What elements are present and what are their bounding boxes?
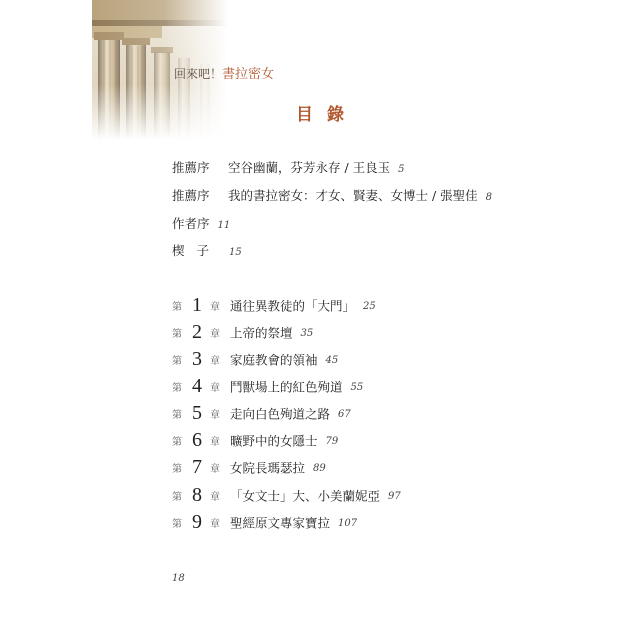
chapter-prefix: 第 — [172, 383, 182, 394]
chapter-number: 1 — [192, 294, 202, 316]
chapter-entry[interactable] — [172, 375, 363, 397]
running-title-main: 書拉密女 — [222, 67, 275, 82]
chapter-number: 4 — [192, 375, 202, 397]
chapter-suffix: 章 — [210, 383, 220, 394]
chapter-prefix: 第 — [172, 437, 182, 448]
chapter-title: 曠野中的女隱士 — [230, 433, 318, 449]
chapter-suffix: 章 — [210, 519, 220, 530]
front-matter-item[interactable] — [172, 241, 242, 259]
chapter-prefix: 第 — [172, 329, 182, 340]
page-number: 89 — [313, 463, 326, 474]
page-number: 11 — [217, 220, 231, 231]
chapter-entry[interactable] — [172, 402, 351, 424]
chapter-title: 通往異教徒的「大門」 — [230, 298, 356, 314]
chapter-title: 走向白色殉道之路 — [230, 406, 331, 422]
chapter-entry[interactable] — [172, 511, 357, 533]
chapter-number: 2 — [192, 321, 202, 343]
chapter-title: 上帝的祭壇 — [230, 325, 293, 341]
toc-heading: 目錄 — [296, 105, 358, 125]
chapter-entry[interactable] — [172, 484, 401, 506]
chapter-number: 7 — [192, 456, 202, 478]
front-matter-title: 空谷幽蘭，芬芳永存 / 王良玉 — [228, 160, 391, 175]
chapter-entry[interactable] — [172, 456, 326, 478]
chapter-title: 家庭教會的領袖 — [230, 352, 318, 368]
front-matter-item[interactable] — [172, 158, 405, 176]
chapter-prefix: 第 — [172, 492, 182, 503]
page-number: 79 — [325, 436, 339, 447]
front-matter-label: 作者序 — [172, 216, 210, 231]
chapter-suffix: 章 — [210, 492, 220, 503]
chapter-suffix: 章 — [210, 464, 220, 475]
chapter-entry[interactable] — [172, 429, 338, 451]
front-matter-label: 楔子 — [172, 243, 222, 258]
chapter-entry[interactable] — [172, 294, 376, 316]
chapter-number: 3 — [192, 348, 202, 370]
chapter-suffix: 章 — [210, 302, 220, 313]
page-number: 97 — [388, 491, 401, 502]
folio-page-number: 18 — [172, 573, 185, 584]
chapter-title: 鬥獸場上的紅色殉道 — [230, 379, 343, 395]
chapter-title: 聖經原文專家寶拉 — [230, 515, 331, 531]
page-number: 45 — [325, 355, 339, 366]
page-number: 55 — [350, 382, 364, 393]
front-matter-item[interactable] — [172, 214, 230, 232]
front-matter-title: 我的書拉密女：才女、賢妻、女博士 / 張聖佳 — [228, 188, 478, 203]
page-number: 67 — [338, 409, 351, 420]
chapter-number: 9 — [192, 511, 202, 533]
chapter-title: 女院長瑪瑟拉 — [230, 460, 306, 476]
front-matter-label: 推薦序 — [172, 188, 210, 203]
page-number: 5 — [398, 164, 405, 175]
chapter-entry[interactable] — [172, 321, 313, 343]
page-number: 107 — [338, 518, 358, 529]
page-number: 35 — [300, 328, 314, 339]
front-matter-label: 推薦序 — [172, 160, 210, 175]
front-matter-item[interactable] — [172, 186, 492, 204]
page-number: 25 — [363, 301, 376, 312]
chapter-prefix: 第 — [172, 302, 182, 313]
running-title-prefix: 回來吧！ — [174, 67, 223, 81]
chapter-prefix: 第 — [172, 356, 182, 367]
chapter-suffix: 章 — [210, 437, 220, 448]
chapter-number: 8 — [192, 484, 202, 506]
running-title — [174, 63, 274, 82]
chapter-prefix: 第 — [172, 464, 182, 475]
page-number: 8 — [485, 192, 493, 203]
chapter-title: 「女文士」大、小美蘭妮亞 — [230, 488, 381, 504]
page-number: 15 — [229, 247, 242, 258]
chapter-number: 5 — [192, 402, 202, 424]
chapter-prefix: 第 — [172, 410, 182, 421]
chapter-suffix: 章 — [210, 329, 220, 340]
chapter-suffix: 章 — [210, 356, 220, 367]
chapter-number: 6 — [192, 429, 202, 451]
chapter-prefix: 第 — [172, 519, 182, 530]
chapter-suffix: 章 — [210, 410, 220, 421]
chapter-entry[interactable] — [172, 348, 338, 370]
